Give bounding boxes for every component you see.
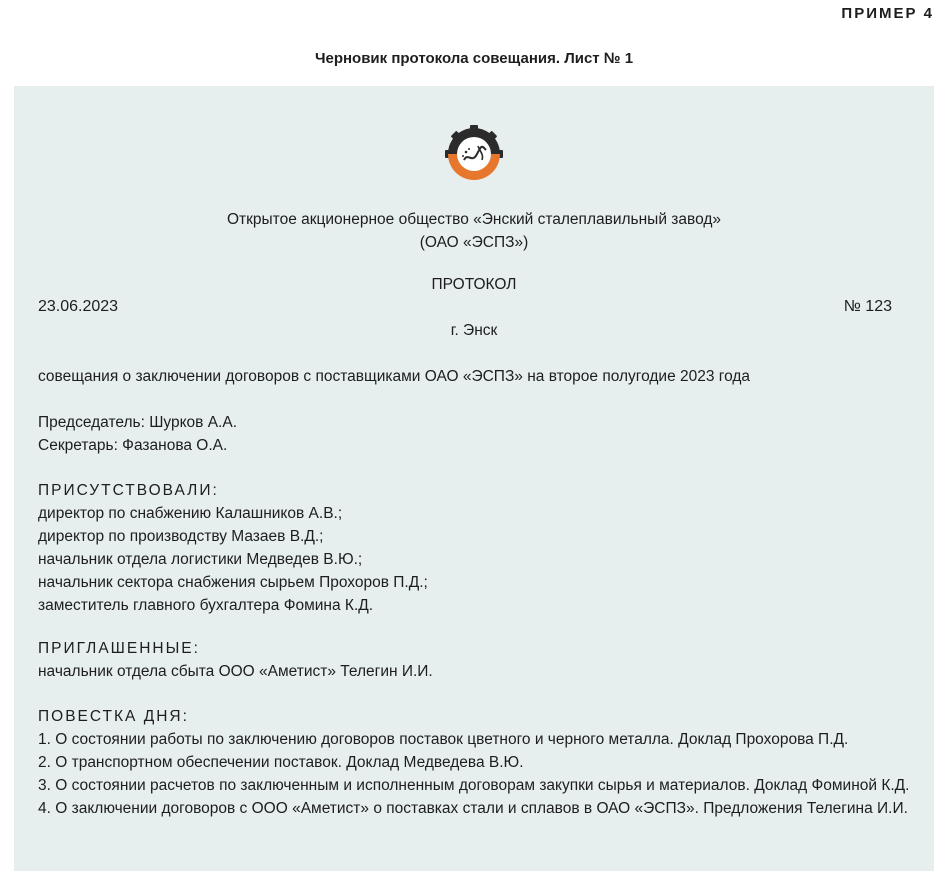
attendees-heading: ПРИСУТСТВОВАЛИ: bbox=[38, 482, 219, 499]
attendees-section bbox=[38, 479, 428, 617]
document-caption: Черновик протокола совещания. Лист № 1 bbox=[314, 50, 634, 67]
agenda-item: 3. О состоянии расчетов по заключенным и исполненным договорам закупки сырья и материалов. Доклад Фоминой К.Д. bbox=[38, 777, 910, 794]
protocol-number: № 123 bbox=[843, 298, 892, 315]
agenda-item: 4. О заключении договоров с ООО «Аметист» о поставках стали и сплавов в ОАО «ЭСПЗ». Предложения Телегина И.И. bbox=[38, 800, 908, 817]
invited-item: начальник отдела сбыта ООО «Аметист» Телегин И.И. bbox=[38, 663, 433, 680]
agenda-item: 1. О состоянии работы по заключению договоров поставок цветного и черного металла. Доклад Прохорова П.Д. bbox=[38, 731, 849, 748]
agenda-section bbox=[38, 705, 909, 820]
protocol-title: ПРОТОКОЛ bbox=[431, 276, 517, 293]
organization-name: Открытое акционерное общество «Энский сталеплавильный завод» bbox=[226, 211, 722, 228]
organization-block bbox=[14, 208, 934, 254]
example-label: ПРИМЕР 4 bbox=[841, 5, 934, 22]
attendee-item: заместитель главного бухгалтера Фомина К.Д. bbox=[38, 597, 374, 614]
factory-gear-logo-icon bbox=[444, 124, 504, 184]
attendee-item: начальник отдела логистики Медведев В.Ю.; bbox=[38, 551, 363, 568]
invited-heading: ПРИГЛАШЕННЫЕ: bbox=[38, 640, 200, 657]
protocol-date: 23.06.2023 bbox=[38, 298, 119, 315]
attendee-item: директор по производству Мазаев В.Д.; bbox=[38, 528, 324, 545]
organization-short-name: (ОАО «ЭСПЗ») bbox=[419, 234, 529, 251]
agenda-item: 2. О транспортном обеспечении поставок. Доклад Медведева В.Ю. bbox=[38, 754, 524, 771]
officials-block bbox=[38, 411, 237, 457]
attendee-item: начальник сектора снабжения сырьем Прохоров П.Д.; bbox=[38, 574, 428, 591]
attendee-item: директор по снабжению Калашников А.В.; bbox=[38, 505, 343, 522]
chairperson: Председатель: Шурков А.А. bbox=[38, 414, 238, 431]
protocol-city: г. Энск bbox=[450, 322, 498, 339]
secretary: Секретарь: Фазанова О.А. bbox=[38, 437, 228, 454]
invited-section bbox=[38, 637, 433, 683]
protocol-sheet bbox=[14, 86, 934, 871]
protocol-subject: совещания о заключении договоров с поставщиками ОАО «ЭСПЗ» на второе полугодие 2023 года bbox=[38, 368, 751, 385]
agenda-heading: ПОВЕСТКА ДНЯ: bbox=[38, 708, 189, 725]
